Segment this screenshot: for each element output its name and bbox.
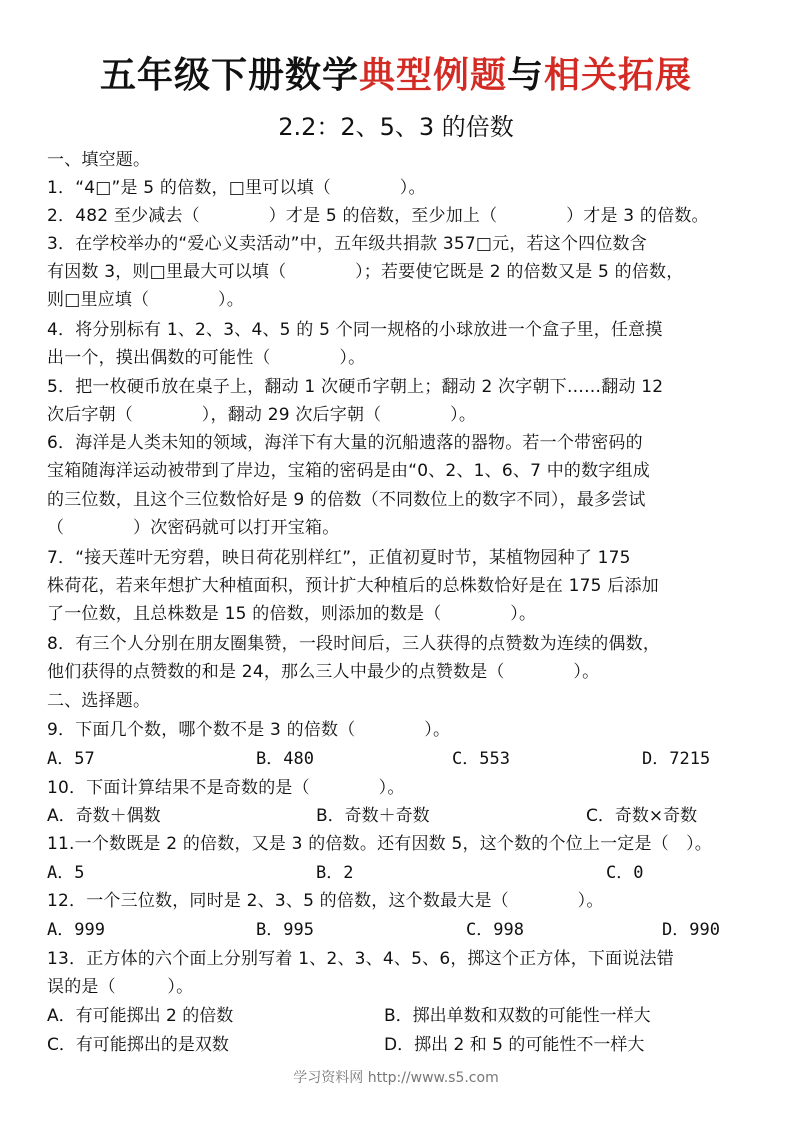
q13-option-d: D．掷出 2 和 5 的可能性不一样大 (384, 1035, 645, 1055)
title-highlight-2: 相关拓展 (544, 55, 693, 96)
lesson-subtitle: 2.2：2、5、3 的倍数 (278, 113, 514, 141)
question-line: 出一个，摸出偶数的可能性（ ）。 (47, 348, 366, 368)
q12-option-b: B．995 (256, 920, 314, 940)
title-highlight-1: 典型例题 (358, 55, 507, 96)
q11-option-b: B．2 (316, 863, 354, 883)
question-line: 5．把一枚硬币放在桌子上，翻动 1 次硬币字朝上；翻动 2 次字朝下……翻动 12 (47, 377, 664, 397)
page-title (0, 52, 792, 100)
question-line: 1．“4□”是 5 的倍数，□里可以填（ ）。 (47, 178, 426, 198)
q9-option-b: B．480 (256, 749, 314, 769)
question-line: 3．在学校举办的“爱心义卖活动”中，五年级共捐款 357□元，若这个四位数含 (47, 234, 647, 254)
title-part-2: 与 (507, 55, 545, 96)
question-12: 12．一个三位数，同时是 2、3、5 的倍数，这个数最大是（ ）。 (47, 891, 604, 911)
footer-watermark: 学习资料网 http://www.s5.com (293, 1070, 499, 1086)
question-line: 4．将分别标有 1、2、3、4、5 的 5 个同一规格的小球放进一个盒子里，任意摸 (47, 320, 663, 340)
q11-option-a: A．5 (47, 863, 85, 883)
q11-option-c: C．0 (606, 863, 644, 883)
question-line: 8．有三个人分别在朋友圈集赞，一段时间后，三人获得的点赞数为连续的偶数， (47, 634, 661, 654)
q13-option-c: C．有可能掷出的是双数 (47, 1035, 229, 1055)
question-13-cont: 误的是（ ）。 (47, 977, 194, 997)
q13-option-a: A．有可能掷出 2 的倍数 (47, 1006, 234, 1026)
q12-option-d: D．990 (662, 920, 720, 940)
q13-option-b: B．掷出单数和双数的可能性一样大 (384, 1006, 651, 1026)
question-11: 11.一个数既是 2 的倍数，又是 3 的倍数。还有因数 5，这个数的个位上一定是（ ）。 (47, 834, 713, 854)
section-heading-multiple-choice: 二、选择题。 (47, 691, 151, 711)
q9-option-d: D．7215 (642, 749, 711, 769)
section-heading-fill-blank: 一、填空题。 (47, 150, 151, 170)
question-line: 的三位数，且这个三位数恰好是 9 的倍数（不同数位上的数字不同），最多尝试 (47, 490, 646, 510)
question-line: 有因数 3，则□里最大可以填（ ）；若要使它既是 2 的倍数又是 5 的倍数， (47, 262, 684, 282)
question-line: 了一位数，且总株数是 15 的倍数，则添加的数是（ ）。 (47, 604, 537, 624)
question-line: 则□里应填（ ）。 (47, 290, 244, 310)
question-line: 株荷花，若来年想扩大种植面积，预计扩大种植后的总株数恰好是在 175 后添加 (47, 576, 659, 596)
question-9: 9．下面几个数，哪个数不是 3 的倍数（ ）。 (47, 720, 451, 740)
question-line: 次后字朝（ ），翻动 29 次后字朝（ ）。 (47, 405, 477, 425)
q12-option-a: A．999 (47, 920, 105, 940)
question-line: 2．482 至少减去（ ）才是 5 的倍数，至少加上（ ）才是 3 的倍数。 (47, 206, 709, 226)
q10-option-b: B．奇数＋奇数 (316, 806, 430, 826)
question-13: 13．正方体的六个面上分别写着 1、2、3、4、5、6，掷这个正方体，下面说法错 (47, 949, 674, 969)
title-part-1: 五年级下册数学 (99, 55, 359, 96)
q9-option-a: A．57 (47, 749, 95, 769)
q9-option-c: C．553 (452, 749, 510, 769)
question-line: 宝箱随海洋运动被带到了岸边，宝箱的密码是由“0、2、1、6、7 中的数字组成 (47, 461, 650, 481)
question-line: 他们获得的点赞数的和是 24，那么三人中最少的点赞数是（ ）。 (47, 662, 600, 682)
q12-option-c: C．998 (466, 920, 524, 940)
question-10: 10．下面计算结果不是奇数的是（ ）。 (47, 778, 405, 798)
q10-option-a: A．奇数＋偶数 (47, 806, 161, 826)
question-line: 7．“接天莲叶无穷碧，映日荷花别样红”，正值初夏时节，某植物园种了 175 (47, 548, 631, 568)
question-line: 6．海洋是人类未知的领域，海洋下有大量的沉船遗落的器物。若一个带密码的 (47, 433, 643, 453)
question-line: （ ）次密码就可以打开宝箱。 (47, 518, 340, 538)
q10-option-c: C．奇数×奇数 (586, 806, 698, 826)
